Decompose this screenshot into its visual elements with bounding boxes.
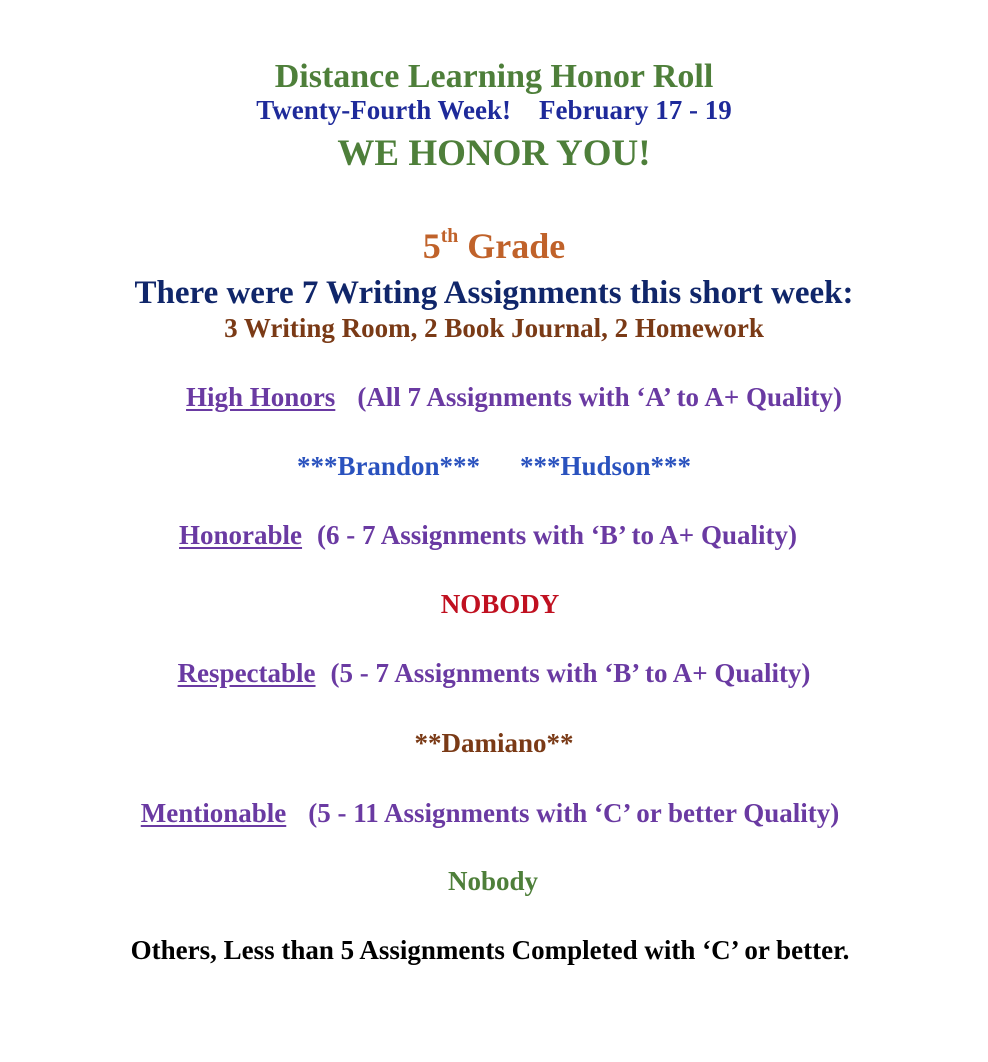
mentionable-students: Nobody	[447, 866, 539, 896]
category-criteria-respectable: (5 - 7 Assignments with ‘B’ to A+ Quality)	[330, 658, 811, 688]
respectable-line	[0, 659, 988, 689]
category-criteria-honorable: (6 - 7 Assignments with ‘B’ to A+ Quality)	[317, 520, 797, 550]
honor-roll-title: Distance Learning Honor Roll	[274, 58, 714, 95]
category-criteria-high-honors: (All 7 Assignments with ‘A’ to A+ Quality)	[357, 382, 842, 412]
slogan: WE HONOR YOU!	[337, 133, 651, 174]
grade-label: Grade	[467, 226, 566, 266]
footer-note: Others, Less than 5 Assignments Completed with ‘C’ or better.	[130, 935, 850, 965]
category-name-high-honors: High Honors	[186, 382, 336, 412]
student-name: ***Hudson***	[519, 451, 692, 481]
respectable-students: **Damiano**	[414, 728, 574, 758]
honorable-students: NOBODY	[440, 589, 560, 619]
honorable-line	[0, 521, 982, 551]
week-label: Twenty-Fourth Week!	[256, 95, 511, 125]
grade-number: 5	[422, 226, 441, 266]
category-name-respectable: Respectable	[177, 658, 316, 688]
mentionable-line	[0, 799, 984, 829]
grade-suffix: th	[440, 225, 459, 248]
assignments-breakdown: 3 Writing Room, 2 Book Journal, 2 Homework	[224, 313, 764, 343]
assignments-summary: There were 7 Writing Assignments this short week:	[134, 275, 854, 311]
date-range: February 17 - 19	[539, 95, 732, 125]
grade-heading	[0, 227, 988, 267]
high-honors-students	[0, 452, 988, 482]
category-name-mentionable: Mentionable	[140, 798, 287, 828]
student-name: ***Brandon***	[296, 451, 480, 481]
high-honors-line	[20, 383, 988, 413]
category-criteria-mentionable: (5 - 11 Assignments with ‘C’ or better Quality)	[308, 798, 840, 828]
category-name-honorable: Honorable	[179, 520, 303, 550]
week-line	[0, 96, 988, 126]
